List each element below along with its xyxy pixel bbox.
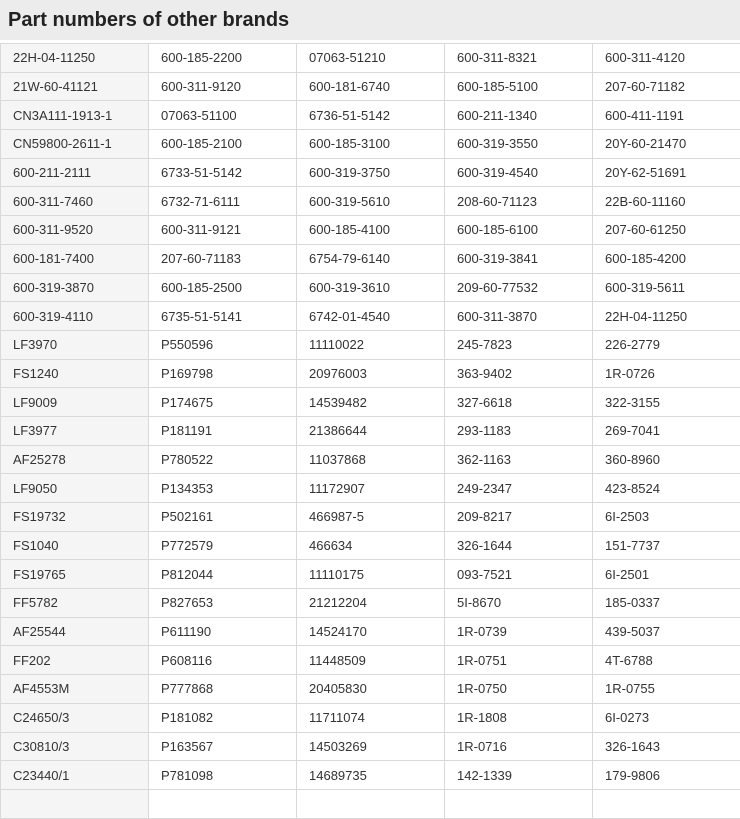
table-cell: 600-185-2100 [149,130,297,159]
table-cell: 1R-1808 [445,703,593,732]
table-cell [445,789,593,818]
table-cell: FF202 [1,646,149,675]
table-cell: C23440/1 [1,761,149,790]
table-row [1,216,740,245]
table-cell: 21386644 [297,416,445,445]
table-row [1,72,740,101]
table-cell: 423-8524 [593,474,740,503]
table-cell: FF5782 [1,589,149,618]
table-cell: 1R-0751 [445,646,593,675]
table-cell: 207-60-61250 [593,216,740,245]
table-row [1,503,740,532]
table-cell: 600-181-6740 [297,72,445,101]
table-cell: 600-311-3870 [445,302,593,331]
table-row [1,187,740,216]
table-cell: 142-1339 [445,761,593,790]
table-cell: 322-3155 [593,388,740,417]
table-cell: 179-9806 [593,761,740,790]
table-cell: 209-8217 [445,503,593,532]
table-cell: 14689735 [297,761,445,790]
table-cell: 11110022 [297,330,445,359]
table-cell: AF25544 [1,617,149,646]
table-row [1,158,740,187]
table-row [1,617,740,646]
table-cell: 600-311-9520 [1,216,149,245]
table-cell: 22H-04-11250 [1,44,149,73]
table-cell: 600-319-3870 [1,273,149,302]
table-cell: 6754-79-6140 [297,244,445,273]
table-cell: 6I-2503 [593,503,740,532]
table-row [1,44,740,73]
table-cell: 11711074 [297,703,445,732]
table-cell: LF3977 [1,416,149,445]
table-cell: 600-211-2111 [1,158,149,187]
table-cell: FS19732 [1,503,149,532]
table-cell: 14503269 [297,732,445,761]
table-cell: 6732-71-6111 [149,187,297,216]
table-row [1,761,740,790]
table-cell: 439-5037 [593,617,740,646]
table-row [1,445,740,474]
table-cell: P174675 [149,388,297,417]
table-cell: 600-311-9120 [149,72,297,101]
table-cell: 600-185-2500 [149,273,297,302]
table-cell: 151-7737 [593,531,740,560]
page-header [0,0,740,40]
table-row [1,244,740,273]
table-row [1,388,740,417]
table-cell: 245-7823 [445,330,593,359]
table-cell: 11448509 [297,646,445,675]
table-cell: 6I-0273 [593,703,740,732]
table-cell: 600-185-4100 [297,216,445,245]
table-row [1,101,740,130]
table-cell: 1R-0726 [593,359,740,388]
table-cell: P502161 [149,503,297,532]
table-cell: 363-9402 [445,359,593,388]
table-cell: 293-1183 [445,416,593,445]
table-cell: 207-60-71183 [149,244,297,273]
table-cell: 22B-60-11160 [593,187,740,216]
table-row [1,646,740,675]
table-cell: 185-0337 [593,589,740,618]
table-cell: 21212204 [297,589,445,618]
table-cell: AF4553M [1,675,149,704]
table-cell: 269-7041 [593,416,740,445]
page-title: Part numbers of other brands [8,10,289,30]
table-cell: 11110175 [297,560,445,589]
table-cell: 600-311-7460 [1,187,149,216]
table-cell: 6733-51-5142 [149,158,297,187]
table-cell: 600-319-5611 [593,273,740,302]
table-cell: 4T-6788 [593,646,740,675]
table-cell: 209-60-77532 [445,273,593,302]
table-cell: AF25278 [1,445,149,474]
table-cell: 1R-0716 [445,732,593,761]
table-cell: 20Y-60-21470 [593,130,740,159]
table-cell: 600-319-3750 [297,158,445,187]
table-cell: LF3970 [1,330,149,359]
table-cell: P611190 [149,617,297,646]
table-cell: 600-181-7400 [1,244,149,273]
table-cell: 600-319-4110 [1,302,149,331]
table-cell: LF9009 [1,388,149,417]
table-cell: FS1040 [1,531,149,560]
table-cell: 326-1643 [593,732,740,761]
table-row [1,675,740,704]
table-cell: FS1240 [1,359,149,388]
table-cell: CN59800-2611-1 [1,130,149,159]
table-cell: P181191 [149,416,297,445]
table-cell: P780522 [149,445,297,474]
table-cell: 1R-0755 [593,675,740,704]
table-cell: P772579 [149,531,297,560]
table-row [1,560,740,589]
table-cell: 600-211-1340 [445,101,593,130]
table-cell: 208-60-71123 [445,187,593,216]
table-cell: 093-7521 [445,560,593,589]
table-cell: 6I-2501 [593,560,740,589]
table-cell: C24650/3 [1,703,149,732]
table-cell: 14539482 [297,388,445,417]
table-body [1,44,740,819]
table-cell: P781098 [149,761,297,790]
table-cell [297,789,445,818]
table-cell: 600-185-2200 [149,44,297,73]
table-cell: P550596 [149,330,297,359]
table-cell: 226-2779 [593,330,740,359]
table-cell [1,789,149,818]
table-row [1,474,740,503]
table-cell: P777868 [149,675,297,704]
table-cell: 6742-01-4540 [297,302,445,331]
table-cell: 466634 [297,531,445,560]
table-cell: 5I-8670 [445,589,593,618]
table-cell: 07063-51100 [149,101,297,130]
table-cell: 22H-04-11250 [593,302,740,331]
table-cell: 327-6618 [445,388,593,417]
table-row [1,359,740,388]
table-cell: 20976003 [297,359,445,388]
table-cell [593,789,740,818]
table-cell: 20Y-62-51691 [593,158,740,187]
table-cell: 600-311-9121 [149,216,297,245]
table-row [1,789,740,818]
table-row [1,130,740,159]
table-cell: P134353 [149,474,297,503]
table-cell: 600-319-5610 [297,187,445,216]
table-cell: 600-319-3550 [445,130,593,159]
table-row [1,531,740,560]
table-row [1,589,740,618]
table-cell: P169798 [149,359,297,388]
table-cell: 1R-0739 [445,617,593,646]
table-cell [149,789,297,818]
table-cell: 600-411-1191 [593,101,740,130]
table-cell: 1R-0750 [445,675,593,704]
table-row [1,703,740,732]
table-cell: 360-8960 [593,445,740,474]
table-cell: 21W-60-41121 [1,72,149,101]
table-row [1,330,740,359]
table-cell: 600-185-5100 [445,72,593,101]
table-cell: P608116 [149,646,297,675]
table-cell: 07063-51210 [297,44,445,73]
table-cell: 600-319-3841 [445,244,593,273]
table-cell: C30810/3 [1,732,149,761]
table-cell: FS19765 [1,560,149,589]
table-cell: 11037868 [297,445,445,474]
table-cell: 600-185-3100 [297,130,445,159]
table-cell: 600-185-4200 [593,244,740,273]
table-cell: P181082 [149,703,297,732]
table-cell: P163567 [149,732,297,761]
table-cell: 600-319-4540 [445,158,593,187]
table-cell: 207-60-71182 [593,72,740,101]
table-cell: P812044 [149,560,297,589]
table-cell: 11172907 [297,474,445,503]
table-cell: 6735-51-5141 [149,302,297,331]
table-cell: 14524170 [297,617,445,646]
table-cell: CN3A111-1913-1 [1,101,149,130]
table-row [1,302,740,331]
table-cell: 20405830 [297,675,445,704]
table-cell: 466987-5 [297,503,445,532]
table-cell: 249-2347 [445,474,593,503]
table-row [1,732,740,761]
table-cell: 6736-51-5142 [297,101,445,130]
table-cell: 362-1163 [445,445,593,474]
table-cell: 600-319-3610 [297,273,445,302]
table-cell: 600-311-8321 [445,44,593,73]
table-row [1,416,740,445]
table-cell: 600-185-6100 [445,216,593,245]
part-numbers-table [0,43,740,819]
table-cell: P827653 [149,589,297,618]
table-cell: LF9050 [1,474,149,503]
table-cell: 326-1644 [445,531,593,560]
table-row [1,273,740,302]
table-cell: 600-311-4120 [593,44,740,73]
